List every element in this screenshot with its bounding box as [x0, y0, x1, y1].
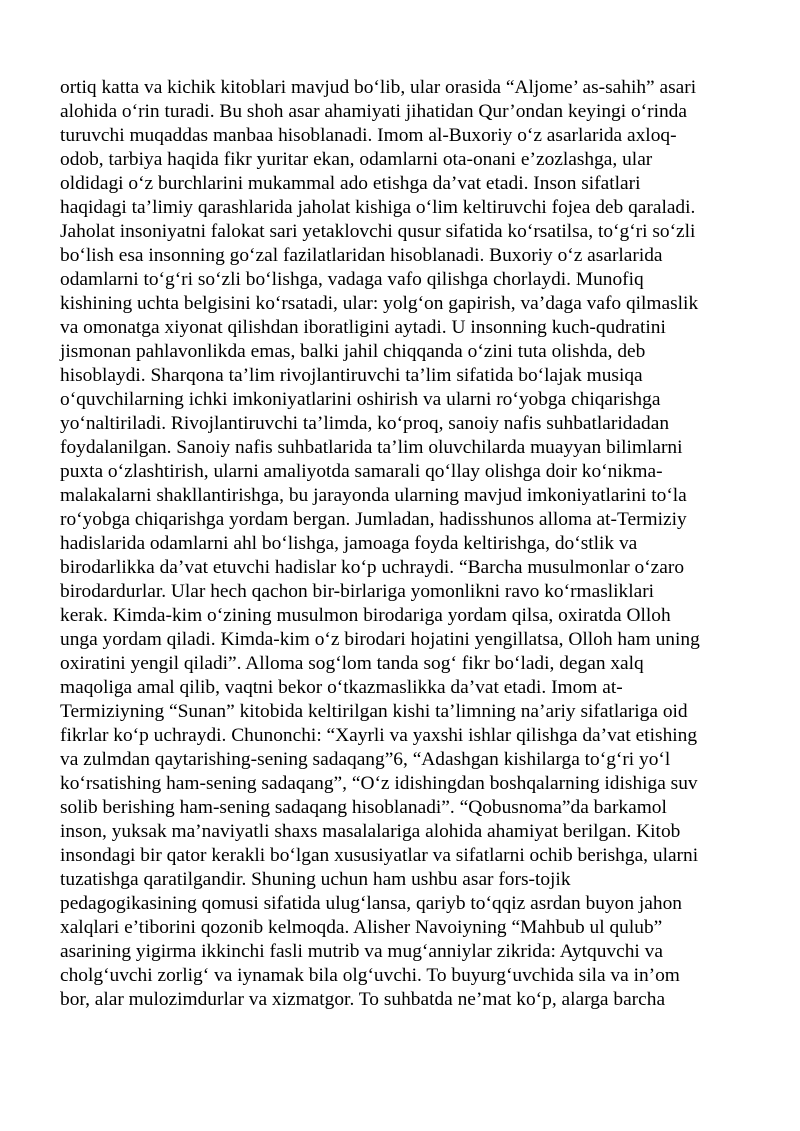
text-line: boʻlish esa insonning goʻzal fazilatlaridan hisoblanadi. Buxoriy oʻz asarlarida [60, 245, 663, 266]
text-line: pedagogikasining qomusi sifatida ulugʻlansa, qariyb toʻqqiz asrdan buyon jahon [60, 893, 682, 914]
text-line: jismonan pahlavonlikda emas, balki jahil chiqqanda oʻzini tuta olishda, deb [60, 341, 646, 362]
text-line: turuvchi muqaddas manbaa hisoblanadi. Imom al-Buxoriy oʻz asarlarida axloq- [60, 125, 677, 146]
text-line: va zulmdan qaytarishing-sening sadaqang”6, “Adashgan kishilarga toʻgʻri yoʻl [60, 749, 671, 770]
text-line: hadislarida odamlarni ahl boʻlishga, jamoaga foyda keltirishga, doʻstlik va [60, 533, 638, 554]
body-text [60, 76, 750, 1012]
text-line: Termiziyning “Sunan” kitobida keltirilgan kishi ta’limning na’ariy sifatlariga oid [60, 701, 688, 722]
text-line: va omonatga xiyonat qilishdan iboratligini aytadi. U insonning kuch-qudratini [60, 317, 666, 338]
text-line: birodardurlar. Ular hech qachon bir-birlariga yomonlikni ravo koʻrmasliklari [60, 581, 655, 602]
text-line: ortiq katta va kichik kitoblari mavjud boʻlib, ular orasida “Aljome’ as-sahih” asari [60, 77, 697, 98]
text-line: hisoblaydi. Sharqona ta’lim rivojlantiruvchi ta’lim sifatida boʻlajak musiqa [60, 365, 643, 386]
text-line: alohida oʻrin turadi. Bu shoh asar ahamiyati jihatidan Qur’ondan keyingi oʻrinda [60, 101, 687, 122]
text-line: odamlarni toʻgʻri soʻzli boʻlishga, vadaga vafo qilishga chorlaydi. Munofiq [60, 269, 644, 290]
text-line: foydalanilgan. Sanoiy nafis suhbatlarida ta’lim oluvchilarda muayyan bilimlarni [60, 437, 683, 458]
text-line: malakalarni shakllantirishga, bu jarayonda ularning mavjud imkoniyatlarini toʻla [60, 485, 687, 506]
text-line: kerak. Kimda-kim oʻzining musulmon birodariga yordam qilsa, oxiratda Olloh [60, 605, 671, 626]
text-line: unga yordam qiladi. Kimda-kim oʻz birodari hojatini yengillatsa, Olloh ham uning [60, 629, 700, 650]
text-line: solib berishing ham-sening sadaqang hisoblanadi”. “Qobusnoma”da barkamol [60, 797, 667, 818]
text-line: roʻyobga chiqarishga yordam bergan. Jumladan, hadisshunos alloma at-Termiziy [60, 509, 687, 530]
text-line: maqoliga amal qilib, vaqtni bekor oʻtkazmaslikka da’vat etadi. Imom at- [60, 677, 623, 698]
text-line: inson, yuksak ma’naviyatli shaxs masalalariga alohida ahamiyat berilgan. Kitob [60, 821, 681, 842]
text-line: bor, alar mulozimdurlar va xizmatgor. To suhbatda ne’mat koʻp, alarga barcha [60, 989, 666, 1010]
text-line: asarining yigirma ikkinchi fasli mutrib va mugʻanniylar zikrida: Aytquvchi va [60, 941, 663, 962]
text-line: puxta oʻzlashtirish, ularni amaliyotda samarali qoʻllay olishga doir koʻnikma- [60, 461, 663, 482]
text-line: oxiratini yengil qiladi”. Alloma sogʻlom tanda sogʻ fikr boʻladi, degan xalq [60, 653, 644, 674]
text-line: fikrlar koʻp uchraydi. Chunonchi: “Xayrli va yaxshi ishlar qilishga da’vat etishing [60, 725, 698, 746]
text-line: xalqlari e’tiborini qozonib kelmoqda. Alisher Navoiyning “Mahbub ul qulub” [60, 917, 663, 938]
text-line: tuzatishga qaratilgandir. Shuning uchun ham ushbu asar fors-tojik [60, 869, 571, 890]
text-line: kishining uchta belgisini koʻrsatadi, ular: yolgʻon gapirish, va’daga vafo qilmaslik [60, 293, 699, 314]
text-line: oldidagi oʻz burchlarini mukammal ado etishga da’vat etadi. Inson sifatlari [60, 173, 641, 194]
text-line: Jaholat insoniyatni falokat sari yetaklovchi qusur sifatida koʻrsatilsa, toʻgʻri soʻzli [60, 221, 696, 242]
text-line: oʻquvchilarning ichki imkoniyatlarini oshirish va ularni roʻyobga chiqarishga [60, 389, 661, 410]
text-line: koʻrsatishing ham-sening sadaqang”, “Oʻz idishingdan boshqalarning idishiga suv [60, 773, 698, 794]
text-line: haqidagi ta’limiy qarashlarida jaholat kishiga oʻlim keltiruvchi fojea deb qaraladi. [60, 197, 696, 218]
text-line: birodarlikka da’vat etuvchi hadislar koʻp uchraydi. “Barcha musulmonlar oʻzaro [60, 557, 685, 578]
text-line: insondagi bir qator kerakli boʻlgan xususiyatlar va sifatlarni ochib berishga, ularni [60, 845, 699, 866]
text-line: cholgʻuvchi zorligʻ va iynamak bila olgʻuvchi. To buyurgʻuvchida sila va in’om [60, 965, 680, 986]
text-line: odob, tarbiya haqida fikr yuritar ekan, odamlarni ota-onani e’zozlashga, ular [60, 149, 653, 170]
text-line: yoʻnaltiriladi. Rivojlantiruvchi ta’limda, koʻproq, sanoiy nafis suhbatlaridadan [60, 413, 670, 434]
